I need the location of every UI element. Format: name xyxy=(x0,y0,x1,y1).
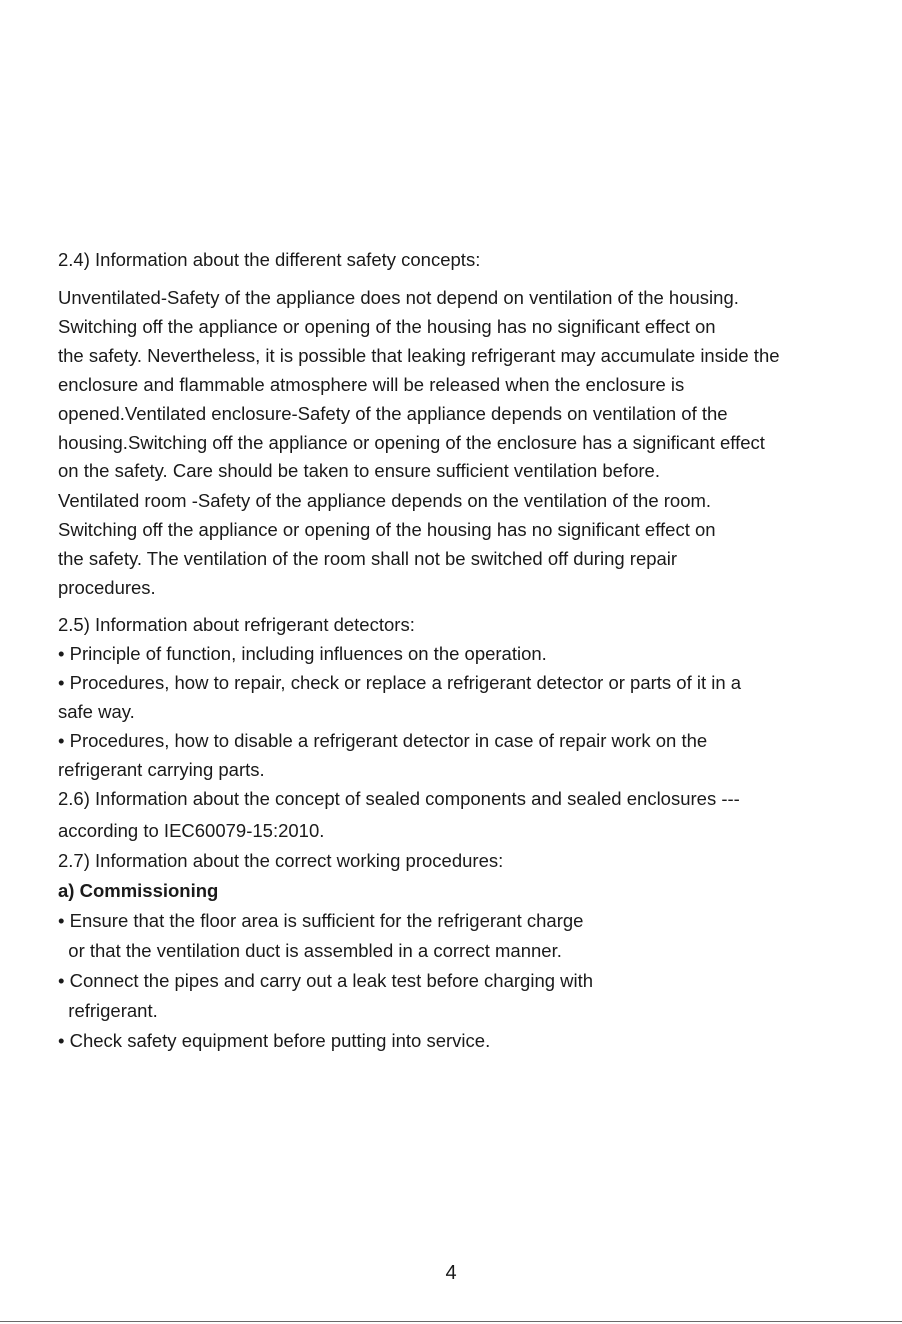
paragraph-line: enclosure and flammable atmosphere will be released when the enclosure is xyxy=(58,374,685,395)
paragraph-line: Ventilated room -Safety of the appliance depends on the ventilation of the room. xyxy=(58,490,712,511)
bullet-line: • Procedures, how to disable a refrigerant detector in case of repair work on the xyxy=(58,730,708,751)
bullet-continuation-line: safe way. xyxy=(58,701,135,722)
section-2-6-line: 2.6) Information about the concept of sealed components and sealed enclosures --- xyxy=(58,788,740,809)
section-2-7-heading: 2.7) Information about the correct working procedures: xyxy=(58,850,504,871)
paragraph-line: the safety. The ventilation of the room shall not be switched off during repair xyxy=(58,548,678,569)
commissioning-subheading: a) Commissioning xyxy=(58,880,219,901)
bullet-line: • Connect the pipes and carry out a leak test before charging with xyxy=(58,970,594,991)
paragraph-line: opened.Ventilated enclosure-Safety of the appliance depends on ventilation of the xyxy=(58,403,728,424)
bottom-divider xyxy=(0,1321,902,1322)
section-2-6-line: according to IEC60079-15:2010. xyxy=(58,820,325,841)
paragraph-line: on the safety. Care should be taken to ensure sufficient ventilation before. xyxy=(58,460,660,481)
paragraph-line: Switching off the appliance or opening of the housing has no significant effect on xyxy=(58,316,716,337)
bullet-line: • Principle of function, including influences on the operation. xyxy=(58,643,547,664)
paragraph-line: the safety. Nevertheless, it is possible that leaking refrigerant may accumulate inside the xyxy=(58,345,780,366)
paragraph-line: housing.Switching off the appliance or opening of the enclosure has a significant effect xyxy=(58,432,765,453)
bullet-continuation-line: refrigerant. xyxy=(58,1000,158,1021)
bullet-line: • Check safety equipment before putting into service. xyxy=(58,1030,491,1051)
paragraph-line: procedures. xyxy=(58,577,156,598)
bullet-line: • Ensure that the floor area is sufficient for the refrigerant charge xyxy=(58,910,584,931)
section-2-5-heading: 2.5) Information about refrigerant detectors: xyxy=(58,614,415,635)
bullet-continuation-line: or that the ventilation duct is assembled in a correct manner. xyxy=(58,940,562,961)
bullet-line: • Procedures, how to repair, check or replace a refrigerant detector or parts of it in a xyxy=(58,672,742,693)
paragraph-line: Switching off the appliance or opening of the housing has no significant effect on xyxy=(58,519,716,540)
bullet-continuation-line: refrigerant carrying parts. xyxy=(58,759,265,780)
page-number: 4 xyxy=(445,1262,457,1284)
section-2-4-heading: 2.4) Information about the different safety concepts: xyxy=(58,249,481,270)
paragraph-line: Unventilated-Safety of the appliance does not depend on ventilation of the housing. xyxy=(58,287,739,308)
